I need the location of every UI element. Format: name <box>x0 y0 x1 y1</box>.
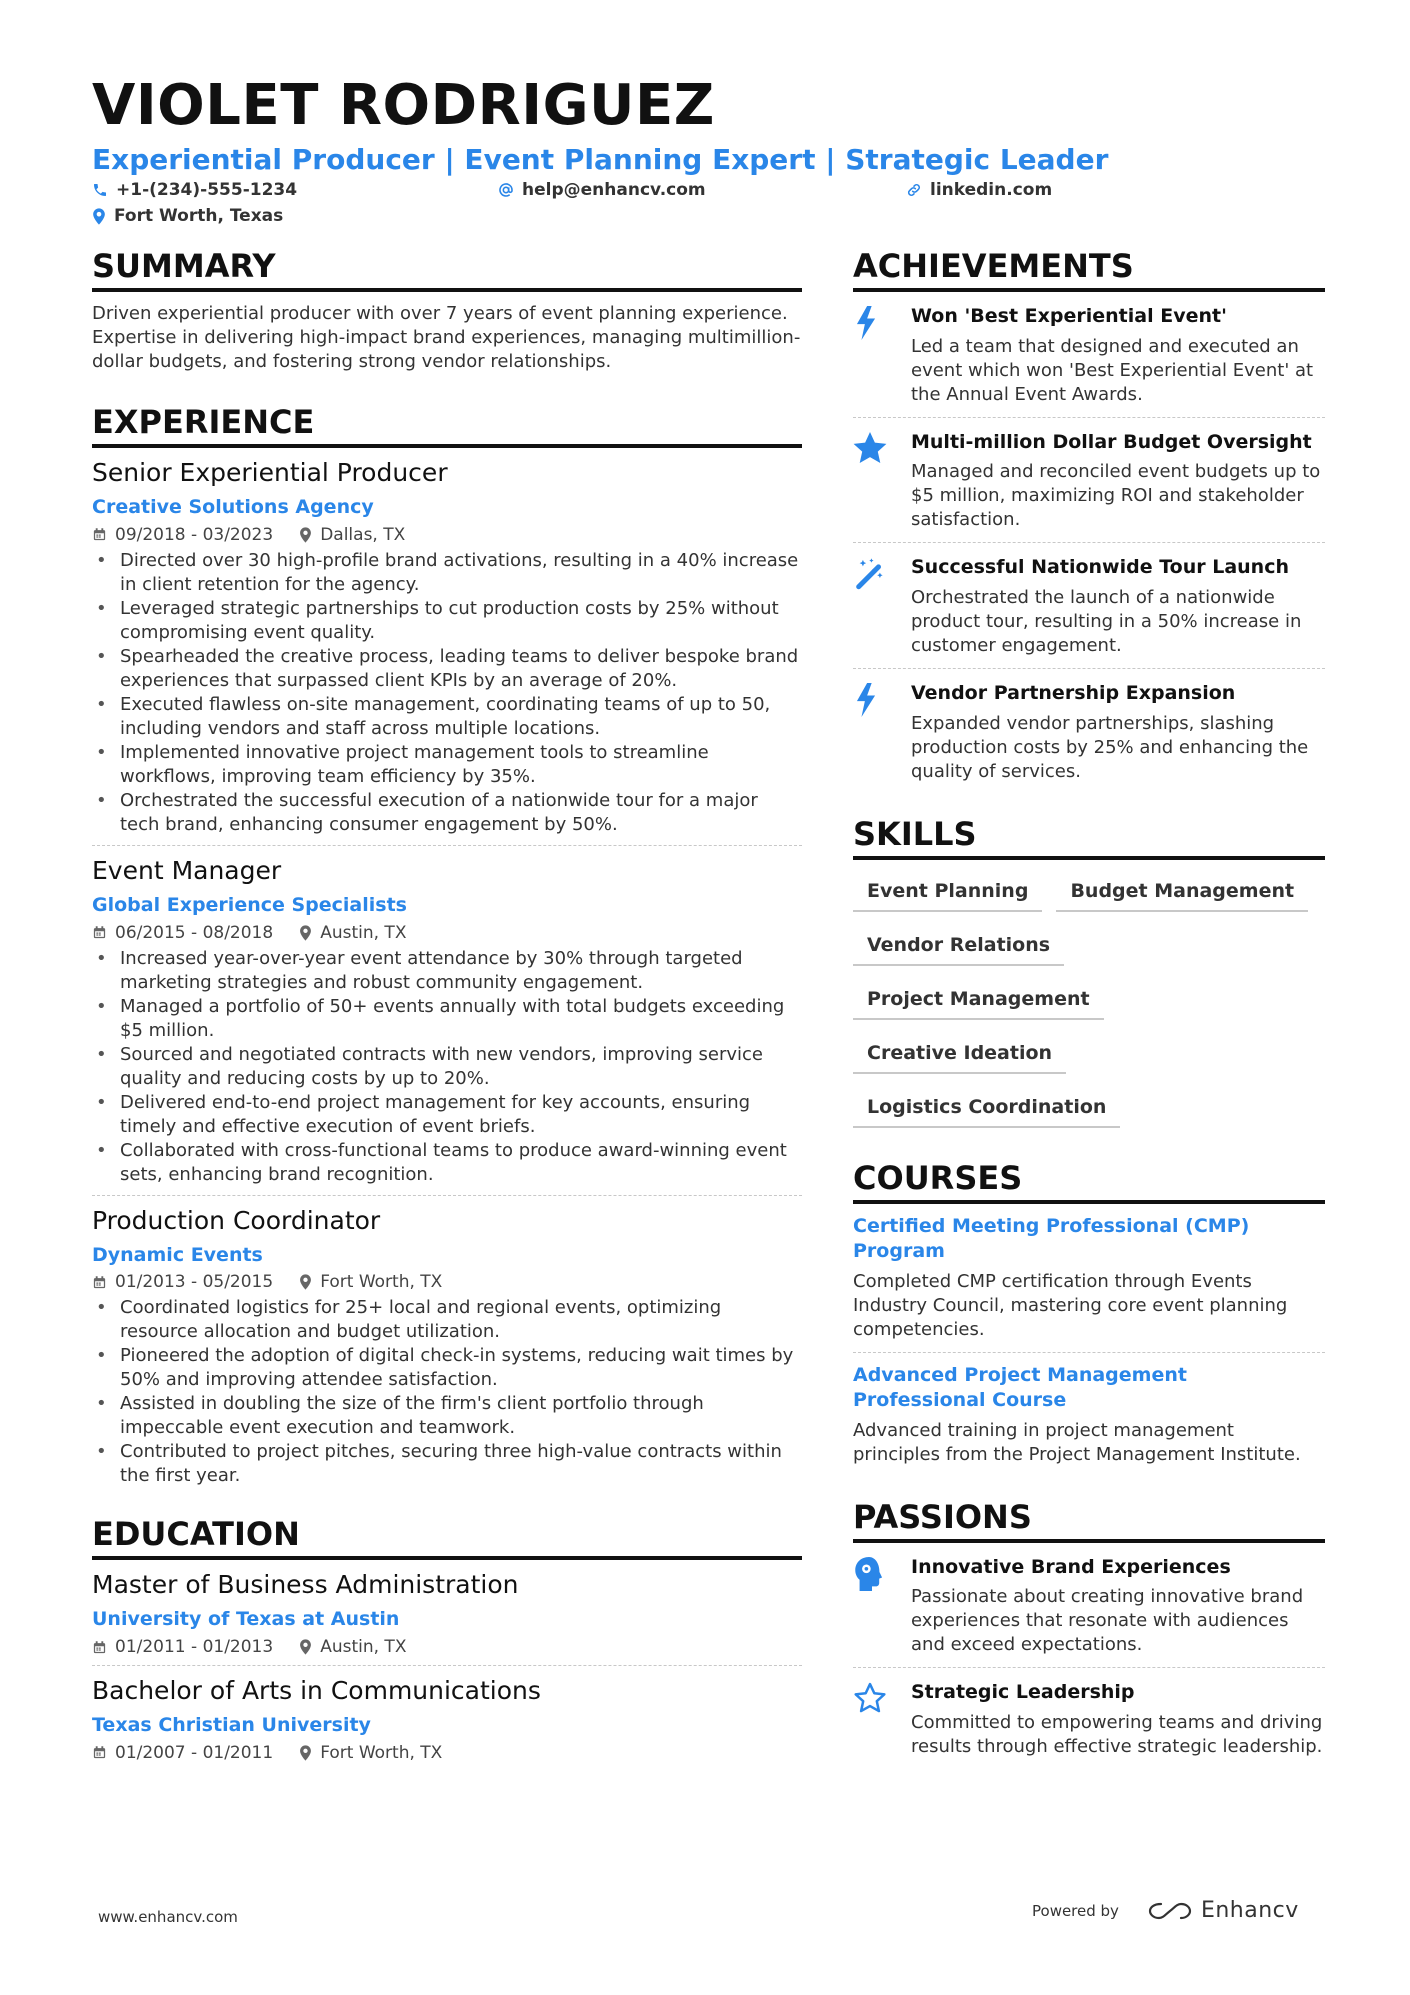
passions-section <box>853 1497 1325 1769</box>
job-bullets <box>92 947 802 1187</box>
calendar-icon <box>92 1275 107 1290</box>
course-title: Certified Meeting Professional (CMP) Program <box>853 1214 1250 1262</box>
achievements-section <box>853 247 1325 794</box>
skills-heading: SKILLS <box>853 818 1325 860</box>
bullet: • Delivered end-to-end project management for key accounts, ensuring timely and effective execution of event briefs. <box>92 1091 802 1139</box>
experience-heading: EXPERIENCE <box>92 406 802 448</box>
enhancv-logo-icon <box>1147 1900 1193 1922</box>
bullet: • Increased year-over-year event attendance by 30% through targeted marketing strategies and robust community engagement. <box>92 947 802 995</box>
job-entry <box>92 448 802 846</box>
bullet: • Leveraged strategic partnerships to cut production costs by 25% without compromising event quality. <box>92 597 802 645</box>
passion-desc: Committed to empowering teams and driving results through effective strategic leadership. <box>911 1712 1323 1758</box>
course-item <box>853 1204 1325 1353</box>
location-pin-icon <box>299 1639 312 1655</box>
summary-heading: SUMMARY <box>92 250 802 292</box>
job-company: Creative Solutions Agency <box>92 496 374 518</box>
job-entry <box>92 1196 802 1497</box>
education-heading: EDUCATION <box>92 1518 802 1560</box>
achievement-item <box>853 418 1325 544</box>
contact-location <box>92 206 283 226</box>
courses-section <box>853 1158 1325 1477</box>
job-meta <box>92 923 802 943</box>
skills-list <box>853 868 1325 1138</box>
education-location: Austin, TX <box>320 1637 407 1658</box>
bullet: • Sourced and negotiated contracts with new vendors, improving service quality and reducing costs by up to 20%. <box>92 1043 802 1091</box>
education-dates: 01/2007 - 01/2011 <box>115 1742 274 1763</box>
degree: Master of Business Administration <box>92 1570 519 1600</box>
location-text: Fort Worth, Texas <box>114 206 284 226</box>
achievements-heading: ACHIEVEMENTS <box>853 250 1325 292</box>
location-pin-icon <box>299 925 312 941</box>
candidate-title: Experiential Producer | Event Planning Expert | Strategic Leader <box>92 143 1109 176</box>
skill-tag: Event Planning <box>853 868 1042 912</box>
star-outline-icon <box>853 1682 887 1714</box>
brand-name: Enhancv <box>1200 1898 1299 1923</box>
course-desc: Completed CMP certification through Events Industry Council, mastering core event planning competencies. <box>853 1270 1288 1340</box>
job-entry <box>92 846 802 1196</box>
summary-section <box>92 247 802 374</box>
magic-wand-icon <box>853 557 887 591</box>
left-column <box>92 247 802 1771</box>
calendar-icon <box>92 1745 107 1760</box>
job-location: Fort Worth, TX <box>320 1272 443 1293</box>
job-location: Austin, TX <box>320 922 407 943</box>
job-role: Event Manager <box>92 855 282 885</box>
bullet: • Collaborated with cross-functional teams to produce award-winning event sets, enhancing brand recognition. <box>92 1139 802 1187</box>
footer-website[interactable]: www.enhancv.com <box>98 1908 238 1926</box>
job-role: Senior Experiential Producer <box>92 458 448 487</box>
job-bullets <box>92 549 802 837</box>
degree: Bachelor of Arts in Communications <box>92 1676 541 1706</box>
location-pin-icon <box>92 208 106 225</box>
phone-icon <box>92 182 108 198</box>
bullet: • Implemented innovative project management tools to streamline workflows, improving team efficiency by 35%. <box>92 741 802 789</box>
education-entry <box>92 1560 802 1666</box>
powered-by-text: Powered by <box>1032 1901 1119 1920</box>
skill-tag: Logistics Coordination <box>853 1084 1120 1128</box>
course-desc: Advanced training in project management principles from the Project Management Institute. <box>853 1419 1301 1465</box>
education-entry <box>92 1666 802 1771</box>
course-item <box>853 1353 1325 1477</box>
right-column <box>853 247 1325 1769</box>
link-icon <box>906 182 922 198</box>
achievement-desc: Managed and reconciled event budgets up to $5 million, maximizing ROI and stakeholder satisfaction. <box>911 461 1321 531</box>
footer-branding <box>1032 1898 1299 1923</box>
skills-section <box>853 814 1325 1138</box>
contact-phone <box>92 180 297 200</box>
bullet: • Assisted in doubling the size of the firm's client portfolio through impeccable event execution and teamwork. <box>92 1392 802 1440</box>
education-location: Fort Worth, TX <box>320 1742 443 1763</box>
job-company: Global Experience Specialists <box>92 893 407 916</box>
job-dates: 09/2018 - 03/2023 <box>115 524 274 545</box>
achievement-desc: Led a team that designed and executed an event which won 'Best Experiential Event' at the Annual Event Awards. <box>911 335 1314 405</box>
bullet: • Contributed to project pitches, securing three high-value contracts within the first year. <box>92 1440 802 1488</box>
achievement-title: Won 'Best Experiential Event' <box>911 305 1227 327</box>
calendar-icon <box>92 925 107 940</box>
job-bullets <box>92 1296 802 1488</box>
skill-tag: Budget Management <box>1056 868 1308 912</box>
passion-title: Innovative Brand Experiences <box>911 1555 1231 1578</box>
bullet: • Directed over 30 high-profile brand activations, resulting in a 40% increase in client retention for the agency. <box>92 549 802 597</box>
location-pin-icon <box>299 1745 312 1761</box>
achievement-item <box>853 292 1325 418</box>
education-dates: 01/2011 - 01/2013 <box>115 1637 274 1658</box>
passion-title: Strategic Leadership <box>911 1681 1135 1704</box>
education-meta <box>92 1743 802 1763</box>
achievement-desc: Orchestrated the launch of a nationwide product tour, resulting in a 50% increase in customer engagement. <box>911 587 1302 657</box>
bullet: • Managed a portfolio of 50+ events annually with total budgets exceeding $5 million. <box>92 995 802 1043</box>
brain-head-icon <box>853 1557 885 1591</box>
passion-desc: Passionate about creating innovative brand experiences that resonate with audiences and exceed expectations. <box>911 1586 1304 1656</box>
lightning-icon <box>853 306 879 340</box>
summary-text: Driven experiential producer with over 7 years of event planning experience. Expertise in delivering high-impact brand experiences, managing multimillion-dollar budgets, and fostering strong vendor relationships. <box>92 303 801 372</box>
education-meta <box>92 1637 802 1657</box>
school: Texas Christian University <box>92 1714 371 1737</box>
bullet: • Spearheaded the creative process, leading teams to deliver bespoke brand experiences that surpassed client KPIs by an average of 20%. <box>92 645 802 693</box>
achievement-title: Multi-million Dollar Budget Oversight <box>911 430 1312 453</box>
lightning-icon <box>853 683 879 717</box>
phone-text: +1-(234)-555-1234 <box>116 180 298 200</box>
passions-heading: PASSIONS <box>853 1501 1325 1543</box>
job-meta <box>92 525 802 545</box>
job-meta <box>92 1272 802 1292</box>
candidate-name: VIOLET RODRIGUEZ <box>92 73 715 138</box>
star-icon <box>853 432 887 464</box>
skill-tag: Project Management <box>853 976 1104 1020</box>
courses-heading: COURSES <box>853 1162 1325 1204</box>
job-location: Dallas, TX <box>320 524 406 545</box>
location-pin-icon <box>299 527 312 543</box>
job-company: Dynamic Events <box>92 1243 263 1266</box>
achievement-desc: Expanded vendor partnerships, slashing production costs by 25% and enhancing the quality of services. <box>911 712 1309 782</box>
achievement-title: Vendor Partnership Expansion <box>911 682 1236 705</box>
passion-item <box>853 1668 1325 1769</box>
at-sign-icon <box>498 182 514 198</box>
bullet: • Coordinated logistics for 25+ local and regional events, optimizing resource allocation and budget utilization. <box>92 1296 802 1344</box>
job-dates: 06/2015 - 08/2018 <box>115 922 274 943</box>
skill-tag: Vendor Relations <box>853 922 1064 966</box>
linkedin-text: linkedin.com <box>930 180 1053 200</box>
course-title: Advanced Project Management Professional Course <box>853 1363 1187 1411</box>
email-text: help@enhancv.com <box>522 180 706 200</box>
calendar-icon <box>92 527 107 542</box>
job-dates: 01/2013 - 05/2015 <box>115 1272 274 1293</box>
contact-linkedin[interactable] <box>906 180 1052 200</box>
achievement-title: Successful Nationwide Tour Launch <box>911 556 1289 579</box>
calendar-icon <box>92 1640 107 1655</box>
bullet: • Pioneered the adoption of digital check-in systems, reducing wait times by 50% and improving attendee satisfaction. <box>92 1344 802 1392</box>
job-role: Production Coordinator <box>92 1205 381 1235</box>
location-pin-icon <box>299 1274 312 1290</box>
achievement-item <box>853 669 1325 794</box>
achievement-item <box>853 543 1325 669</box>
experience-section <box>92 403 802 1496</box>
education-section <box>92 1515 802 1771</box>
passion-item <box>853 1543 1325 1669</box>
skill-tag: Creative Ideation <box>853 1030 1066 1074</box>
bullet: • Orchestrated the successful execution of a nationwide tour for a major tech brand, enhancing consumer engagement by 50%. <box>92 789 802 837</box>
bullet: • Executed flawless on-site management, coordinating teams of up to 50, including vendors and staff across multiple locations. <box>92 693 802 741</box>
contact-email[interactable] <box>498 180 706 200</box>
school: University of Texas at Austin <box>92 1608 400 1631</box>
